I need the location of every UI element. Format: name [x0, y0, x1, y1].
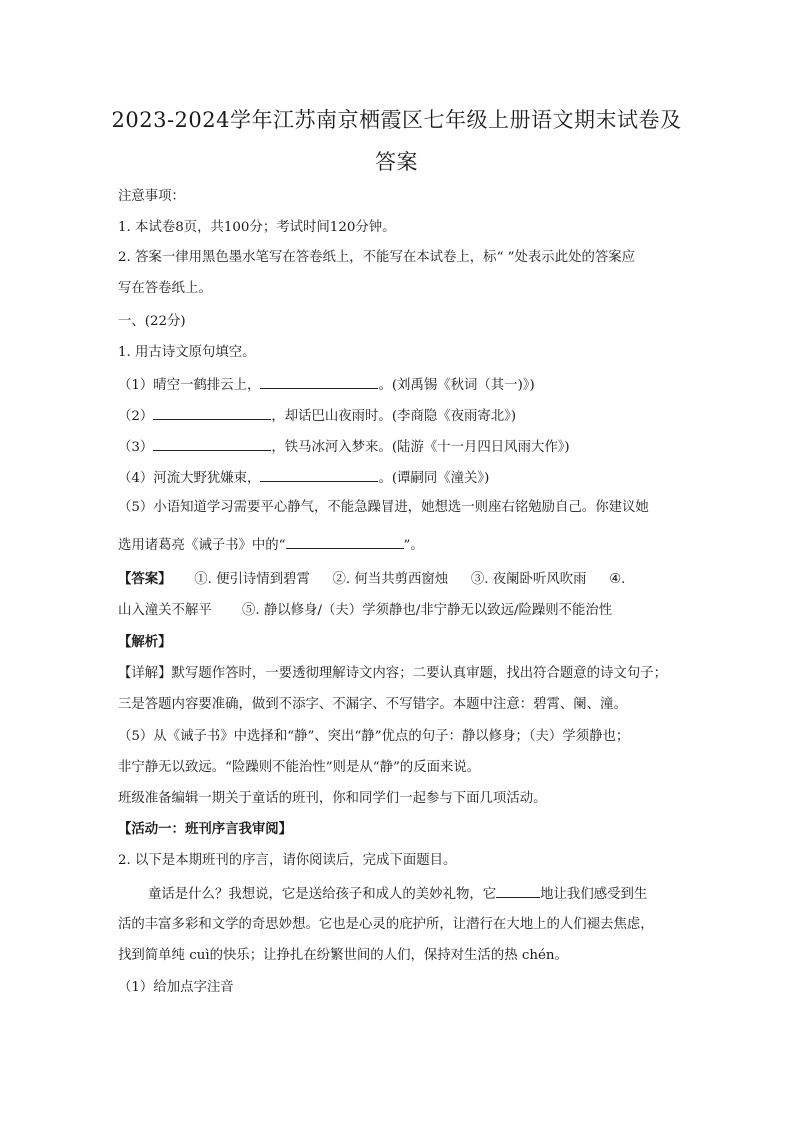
item-text: 。(刘禹锡《秋词（其一)》) [378, 378, 535, 393]
answer-row-1 [118, 573, 678, 586]
answer-label: 【答案】 [118, 571, 172, 587]
class-intro: 班级准备编辑一期关于童话的班刊，你和同学们一起参与下面几项活动。 [118, 791, 547, 806]
answer-4: 山入潼关不解平 [118, 603, 212, 618]
detail-line-1: 【详解】默写题作答时，一要透彻理解诗文内容；二要认真审题，找出符合题意的诗文句子； [118, 666, 668, 681]
preface-line-3: 找到简单纯 cuì的快乐；让挣扎在纷繁世间的人们，保持对生活的热 chén。 [118, 948, 568, 963]
question-1-item-4 [118, 470, 678, 485]
question-1-title: 1. 用古诗文原句填空。 [118, 345, 256, 360]
answer-blank [153, 408, 271, 420]
item-text: （4）河流大野犹嫌束， [118, 471, 261, 486]
notes-heading: 注意事项： [118, 189, 185, 204]
question-1-item-5-line-2 [118, 537, 678, 552]
detail-line-2: 三是答题内容要准确，做到不添字、不漏字、不写错字。本题中注意：碧霄、阑、潼。 [118, 697, 627, 712]
question-2-title: 2. 以下是本期班刊的序言，请你阅读后，完成下面题目。 [118, 853, 457, 868]
question-1-item-1 [118, 377, 678, 392]
answer-blank [260, 377, 378, 389]
question-2-sub-1: （1）给加点字注音 [118, 980, 234, 995]
preface-text: 童话是什么？我想说，它是送给孩子和成人的美妙礼物，它 [148, 887, 497, 902]
note-2-line-1: 2. 答案一律用黑色墨水笔写在答卷纸上，不能写在本试卷上，标“ ”处表示此处的答案应 [118, 250, 636, 265]
preface-text: 地让我们感受到生 [540, 887, 648, 902]
doc-title-line-2: 答案 [375, 150, 418, 174]
answer-row-2 [118, 604, 678, 617]
item-text: （3） [118, 440, 154, 455]
section-1-heading: 一、(22分) [118, 314, 186, 329]
item-text: ，铁马冰河入梦来。(陆游《十一月四日风雨大作》) [271, 440, 570, 455]
item-text: ”。 [403, 538, 424, 553]
item-text: 选用诸葛亮《诫子书》中的“ [118, 538, 286, 553]
doc-title-line-1: 2023-2024学年江苏南京栖霞区七年级上册语文期末试卷及 [111, 108, 682, 132]
item-text: ，却话巴山夜雨时。(李商隐《夜雨寄北》) [271, 409, 517, 424]
answer-4-marker: ④. [609, 572, 626, 587]
preface-line-1 [148, 886, 708, 901]
answer-2: ②. 何当共剪西窗烛 [332, 572, 449, 587]
item-text: （2） [118, 409, 154, 424]
answer-3: ③. 夜阑卧听风吹雨 [470, 572, 587, 587]
note-2-line-2: 写在答卷纸上。 [118, 281, 212, 296]
preface-line-2: 活的丰富多彩和文学的奇思妙想。它也是心灵的庇护所，让潜行在大地上的人们褪去焦虑， [118, 917, 654, 932]
note-1: 1. 本试卷8页，共100分；考试时间120分钟。 [118, 220, 396, 235]
answer-blank [286, 537, 404, 549]
answer-5: ⑤. 静以修身/（夫）学须静也/非宁静无以致远/险躁则不能治性 [242, 603, 613, 618]
question-1-item-2 [118, 408, 678, 423]
answer-blank [260, 470, 378, 482]
detail-line-3: （5）从《诫子书》中选择和“静”、突出“静”优点的句子：静以修身；（夫）学须静也； [118, 729, 630, 744]
answer-1: ①. 便引诗情到碧霄 [194, 572, 310, 587]
analysis-label: 【解析】 [118, 634, 172, 650]
detail-line-4: 非宁静无以致远。“险躁则不能治性”则是从“静”的反面来说。 [118, 760, 481, 775]
answer-blank [153, 439, 271, 451]
item-text: （1）晴空一鹤排云上， [118, 378, 261, 393]
answer-blank [496, 886, 540, 898]
activity-1-heading: 【活动一：班刊序言我审阅】 [118, 821, 293, 837]
question-1-item-5-line-1: （5）小语知道学习需要平心静气，不能急躁冒进，她想选一则座右铭勉励自己。你建议她 [118, 500, 649, 515]
question-1-item-3 [118, 439, 678, 454]
item-text: 。(谭嗣同《潼关》) [378, 471, 490, 486]
